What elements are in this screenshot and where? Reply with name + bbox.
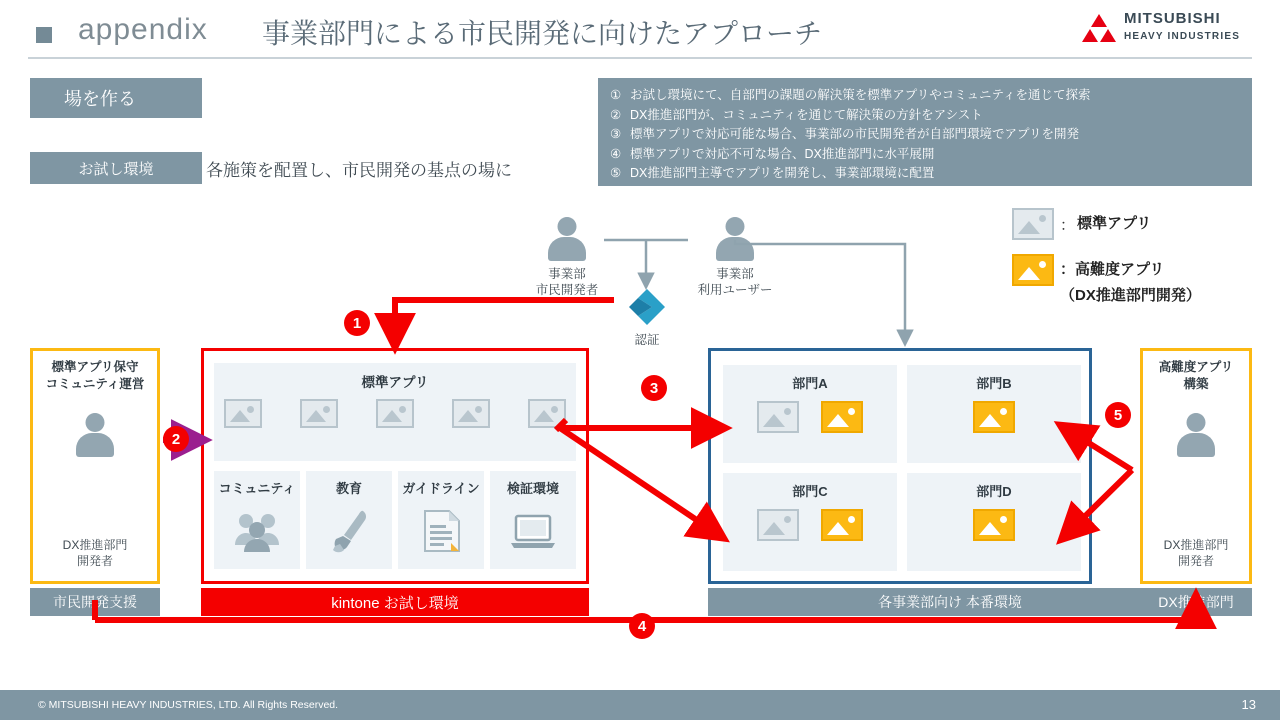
image-app-icon xyxy=(300,399,338,428)
sun-shape-icon xyxy=(1039,261,1046,268)
steps-list xyxy=(598,78,1252,186)
caption-citizen-developer-line1: 事業部 xyxy=(548,267,586,281)
sun-shape-icon xyxy=(848,516,855,523)
person-head-icon xyxy=(726,217,745,236)
dept-card-b xyxy=(907,365,1081,463)
dept-card-c xyxy=(723,473,897,571)
people-icon xyxy=(231,505,283,557)
legend-label-advanced-app-line1: ：高難度アプリ xyxy=(1060,261,1165,278)
caption-dx-developer-left-line2: 開発者 xyxy=(76,554,113,568)
person-body-icon xyxy=(548,237,586,261)
sun-shape-icon xyxy=(551,406,558,413)
logo-sub: HEAVY INDUSTRIES xyxy=(1124,31,1241,42)
badge-step-3: 3 xyxy=(641,375,667,401)
legend xyxy=(1012,208,1268,306)
cell-community xyxy=(214,471,300,569)
slide-footer xyxy=(0,690,1280,720)
mountain-shape-icon xyxy=(979,414,1001,427)
sun-shape-icon xyxy=(475,406,482,413)
section-title-create-place: 場を作る xyxy=(30,78,202,118)
standard-app-icon-row xyxy=(224,399,566,428)
dept-card-a xyxy=(723,365,897,463)
panel-right-title-line1: 高難度アプリ xyxy=(1158,360,1234,374)
logo-text xyxy=(1124,11,1240,44)
image-app-icon-amber xyxy=(973,401,1015,433)
caption-dx-developer-right-line2: 開発者 xyxy=(1177,554,1214,568)
person-icon xyxy=(1173,411,1219,457)
step-text-5: DX推進部門主導でアプリを開発し、事業部環境に配置 xyxy=(630,166,935,180)
mitsubishi-three-diamonds-icon xyxy=(1082,13,1116,43)
sun-shape-icon xyxy=(247,406,254,413)
image-app-icon-amber xyxy=(821,401,863,433)
mountain-shape-icon xyxy=(827,522,849,535)
avatar-dx-developer-right xyxy=(1173,411,1219,457)
mountain-shape-icon xyxy=(763,414,785,427)
avatar-citizen-developer xyxy=(544,215,590,261)
logo-main: MITSUBISHI xyxy=(1124,10,1221,27)
person-head-icon xyxy=(86,413,105,432)
cell-education-title: 教育 xyxy=(335,481,362,496)
image-app-icon xyxy=(452,399,490,428)
sun-shape-icon xyxy=(1000,516,1007,523)
caption-citizen-developer-line2: 市民開発者 xyxy=(535,283,599,297)
footer-label-kintone-trial: kintone お試し環境 xyxy=(201,588,589,616)
badge-step-4: 4 xyxy=(629,613,655,639)
panel-left-title-line2: コミュニティ運営 xyxy=(45,377,145,391)
panel-advanced-app-build xyxy=(1140,348,1252,584)
panel-standard-apps xyxy=(214,363,576,461)
panel-left-title-line1: 標準アプリ保守 xyxy=(51,360,139,374)
cell-education xyxy=(306,471,392,569)
cell-guideline xyxy=(398,471,484,569)
dept-b-icons xyxy=(907,401,1081,433)
badge-step-1: 1 xyxy=(344,310,370,336)
footer-page-number: 13 xyxy=(1241,697,1256,712)
arrow-step-1 xyxy=(395,300,614,338)
image-app-icon xyxy=(757,509,799,541)
step-item-2 xyxy=(610,106,1242,126)
person-head-icon xyxy=(1187,413,1206,432)
dept-b-title: 部門B xyxy=(976,376,1012,391)
caption-citizen-developer xyxy=(507,266,627,298)
dept-d-title: 部門D xyxy=(976,484,1012,499)
dept-c-icons xyxy=(723,509,897,541)
person-icon xyxy=(712,215,758,261)
dept-d-icons xyxy=(907,509,1081,541)
header-appendix-label: appendix xyxy=(78,13,208,46)
avatar-dx-developer-left xyxy=(72,411,118,457)
laptop-icon xyxy=(507,505,559,557)
panel-right-title-line2: 構築 xyxy=(1183,377,1209,391)
company-logo xyxy=(1082,10,1262,48)
legend-row-standard-app xyxy=(1012,208,1268,240)
image-app-icon xyxy=(376,399,414,428)
image-app-icon xyxy=(528,399,566,428)
legend-label-standard-app: 標準アプリ xyxy=(1077,215,1152,232)
avatar-business-user xyxy=(712,215,758,261)
footer-label-dx-department: DX推進部門 xyxy=(1140,588,1252,616)
document-icon xyxy=(415,505,467,557)
header-bullet-icon xyxy=(36,27,52,43)
dept-c-title: 部門C xyxy=(792,484,828,499)
cell-verification-env xyxy=(490,471,576,569)
caption-business-user-line1: 事業部 xyxy=(716,267,754,281)
dept-card-d xyxy=(907,473,1081,571)
label-standard-apps: 標準アプリ xyxy=(361,375,429,390)
step-item-1 xyxy=(610,86,1242,106)
sun-shape-icon xyxy=(784,516,791,523)
step-text-1: お試し環境にて、自部門の課題の解決策を標準アプリやコミュニティを通じて探索 xyxy=(630,88,1091,102)
step-number-5: ⑤ xyxy=(610,166,622,180)
footer-copyright: © MITSUBISHI HEAVY INDUSTRIES, LTD. All Rights Reserved. xyxy=(38,699,339,711)
image-app-icon-amber xyxy=(1012,254,1054,286)
badge-step-2: 2 xyxy=(163,426,189,452)
image-app-icon-amber xyxy=(973,509,1015,541)
cell-guideline-title: ガイドライン xyxy=(402,481,480,496)
cell-community-title: コミュニティ xyxy=(218,481,296,496)
panel-left-title xyxy=(33,359,157,393)
header-divider xyxy=(28,57,1252,59)
step-item-5 xyxy=(610,164,1242,184)
sun-shape-icon xyxy=(399,406,406,413)
panel-right-title xyxy=(1143,359,1249,393)
step-text-2: DX推進部門が、コミュニティを通じて解決策の方針をアシスト xyxy=(630,107,983,122)
caption-business-user xyxy=(675,266,795,298)
label-trial-environment: お試し環境 xyxy=(30,152,202,184)
legend-row-advanced-app xyxy=(1012,254,1268,286)
caption-dx-developer-left-line1: DX推進部門 xyxy=(62,538,128,552)
label-authentication: 認証 xyxy=(634,333,660,347)
text-trial-environment-desc: 各施策を配置し、市民開発の基点の場に xyxy=(206,160,512,180)
page-title: 事業部門による市民開発に向けたアプローチ xyxy=(262,18,823,49)
step-item-3 xyxy=(610,125,1242,145)
measure-cell-row xyxy=(214,471,576,569)
footer-label-citizen-dev-support: 市民開発支援 xyxy=(30,588,160,616)
slide-header xyxy=(0,0,1280,58)
person-body-icon xyxy=(1177,433,1215,457)
person-body-icon xyxy=(716,237,754,261)
mountain-shape-icon xyxy=(763,522,785,535)
legend-colon-1: ： xyxy=(1060,216,1076,234)
footer-label-production-env: 各事業部向け 本番環境 xyxy=(708,588,1192,616)
dept-a-icons xyxy=(723,401,897,433)
person-icon xyxy=(544,215,590,261)
mountain-shape-icon xyxy=(1018,267,1040,280)
dept-a-title: 部門A xyxy=(792,376,828,391)
person-body-icon xyxy=(76,433,114,457)
image-app-icon xyxy=(224,399,262,428)
sun-shape-icon xyxy=(323,406,330,413)
person-icon xyxy=(72,411,118,457)
badge-step-5: 5 xyxy=(1105,402,1131,428)
mountain-shape-icon xyxy=(979,522,1001,535)
mountain-shape-icon xyxy=(1018,221,1040,234)
sun-shape-icon xyxy=(1000,408,1007,415)
panel-kintone-trial-environment xyxy=(201,348,589,584)
legend-label-advanced-app-line2: （DX推進部門開発） xyxy=(1060,287,1201,304)
step-number-2: ② xyxy=(610,107,622,122)
image-app-icon xyxy=(757,401,799,433)
step-item-4 xyxy=(610,145,1242,165)
step-text-3: 標準アプリで対応可能な場合、事業部の市民開発者が自部門環境でアプリを開発 xyxy=(630,127,1080,141)
image-app-icon xyxy=(1012,208,1054,240)
paintbrush-icon xyxy=(323,505,375,557)
caption-dx-developer-left xyxy=(33,537,157,569)
person-head-icon xyxy=(558,217,577,236)
panel-production-environments xyxy=(708,348,1092,584)
sun-shape-icon xyxy=(1039,215,1046,222)
authentication-icon xyxy=(624,287,670,327)
sun-shape-icon xyxy=(784,408,791,415)
caption-dx-developer-right xyxy=(1143,537,1249,569)
image-app-icon-amber xyxy=(821,509,863,541)
cell-verification-env-title: 検証環境 xyxy=(506,481,559,496)
step-number-4: ④ xyxy=(610,146,622,161)
step-text-4: 標準アプリで対応不可な場合、DX推進部門に水平展開 xyxy=(630,146,935,161)
caption-business-user-line2: 利用ユーザー xyxy=(697,283,773,297)
sun-shape-icon xyxy=(848,408,855,415)
step-number-3: ③ xyxy=(610,127,622,141)
caption-dx-developer-right-line1: DX推進部門 xyxy=(1163,538,1229,552)
step-number-1: ① xyxy=(610,88,622,102)
mountain-shape-icon xyxy=(827,414,849,427)
panel-standard-app-maintenance xyxy=(30,348,160,584)
